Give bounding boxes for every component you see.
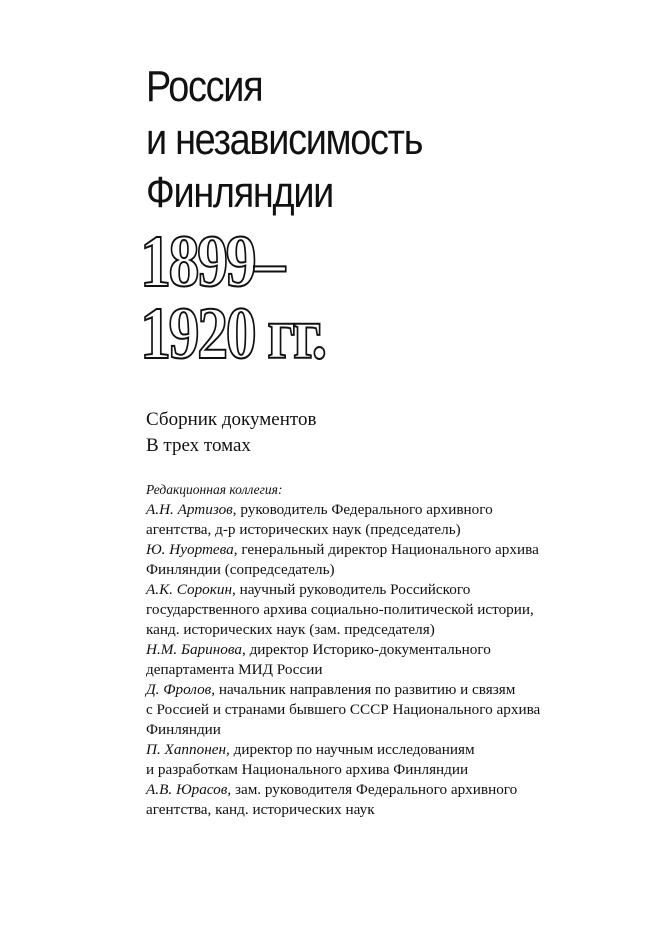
member-role: , зам. руководителя Федерального архивного [227, 781, 518, 798]
member-role: , генеральный директор Национального архива [233, 541, 539, 558]
member-role-line: департамента МИД России [146, 661, 323, 678]
member-line [146, 540, 626, 560]
member-role: , директор Историко-документального [241, 641, 491, 658]
book-title-line: Финляндии [146, 168, 334, 217]
member-role-line: государственного архива социально-политической истории, [146, 601, 534, 618]
member-role-line: и разработкам Национального архива Финляндии [146, 761, 469, 778]
member-role-line: агентства, д-р исторических наук (председатель) [146, 521, 461, 538]
member-name: А.Н. Артизов [146, 501, 233, 518]
member-name: Н.М. Баринова [146, 641, 242, 658]
member-line [146, 500, 626, 520]
book-title-line: Россия [146, 62, 263, 111]
member-line [146, 780, 626, 800]
member-line [146, 680, 626, 700]
member-line [146, 640, 626, 660]
member-role-line: Финляндии [146, 721, 221, 738]
member-line [146, 740, 626, 760]
editorial-board-heading: Редакционная коллегия: [146, 482, 283, 497]
member-name: А.В. Юрасов [146, 781, 228, 798]
member-line [146, 580, 626, 600]
member-name: П. Хаппонен [146, 741, 227, 758]
member-role: , директор по научным исследованиям [226, 741, 475, 758]
editorial-board-member [146, 640, 626, 680]
editorial-board-member [146, 680, 626, 740]
editorial-board-member [146, 540, 626, 580]
editorial-board-member [146, 580, 626, 640]
member-role-line: канд. исторических наук (зам. председателя) [146, 621, 435, 638]
book-title [146, 60, 559, 219]
subtitle-line: Сборник документов [146, 409, 317, 430]
member-role-line: с Россией и странами бывшего СССР Национального архива [146, 701, 541, 718]
member-role: , начальник направления по развитию и связям [211, 681, 516, 698]
book-years [140, 221, 493, 375]
book-subtitle [146, 407, 546, 459]
years-line: 1920 гг. [140, 293, 325, 375]
book-title-line: и независимость [146, 115, 423, 164]
member-role: , руководитель Федерального архивного [232, 501, 493, 518]
member-role-line: Финляндии (сопредседатель) [146, 561, 335, 578]
editorial-board-members [146, 500, 626, 820]
years-line: 1899– [140, 221, 283, 303]
editorial-board [146, 481, 626, 820]
member-role: , научный руководитель Российского [232, 581, 471, 598]
editorial-board-member [146, 740, 626, 780]
member-name: Д. Фролов [146, 681, 212, 698]
editorial-board-member [146, 500, 626, 540]
member-role-line: агентства, канд. исторических наук [146, 801, 375, 818]
subtitle-line: В трех томах [146, 435, 251, 456]
member-name: Ю. Нуортева [146, 541, 234, 558]
member-name: А.К. Сорокин [146, 581, 233, 598]
editorial-board-member [146, 780, 626, 820]
